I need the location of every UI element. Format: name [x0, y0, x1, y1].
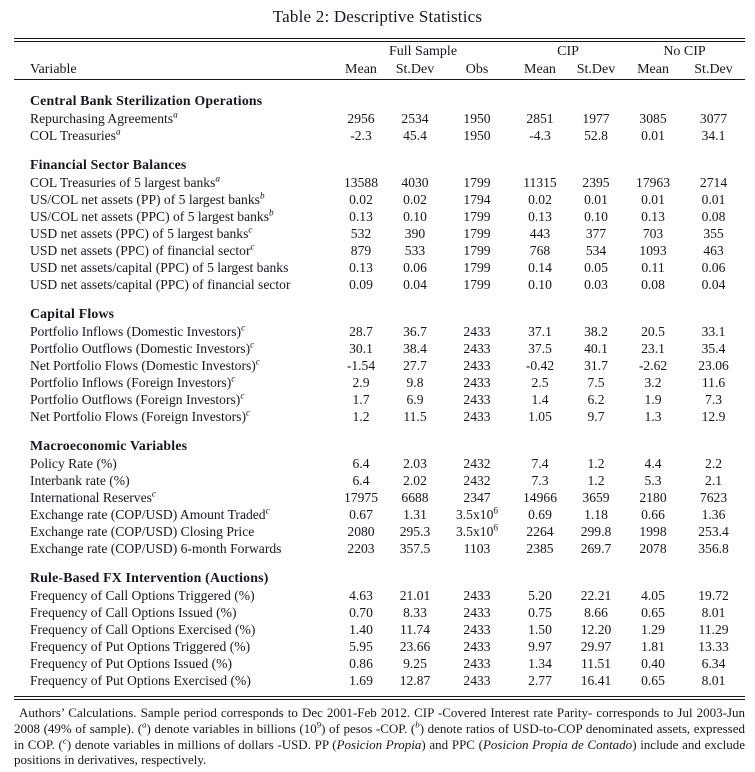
note-segment: b: [415, 719, 420, 730]
note-segment: 9: [316, 719, 322, 730]
value-cell: 30.1: [349, 341, 373, 356]
value-cell: 2078: [639, 541, 667, 556]
value-cell: 7623: [699, 490, 728, 505]
table-row: [14, 540, 745, 557]
value-cell: 0.06: [403, 260, 427, 275]
value-cell: 879: [350, 243, 372, 258]
value-cell: 0.01: [641, 128, 665, 143]
value-cell: 0.65: [641, 605, 665, 620]
table-row: [14, 472, 745, 489]
value-cell: 9.97: [528, 639, 552, 654]
value-cell: 29.97: [580, 639, 612, 654]
note-segment: Posicion Propia de Contado: [482, 736, 633, 752]
value-cell: 2432: [463, 473, 491, 488]
value-cell: 37.5: [528, 341, 552, 356]
value-cell: 2433: [463, 639, 491, 654]
table-row: [14, 276, 745, 293]
value-cell: 2432: [463, 456, 491, 471]
value-cell: 4.05: [641, 588, 665, 603]
value-cell: 2433: [463, 605, 491, 620]
value-cell: 12.87: [399, 673, 431, 688]
value-cell: 0.02: [528, 192, 552, 207]
value-cell: 14966: [523, 490, 557, 505]
value-cell: 2203: [347, 541, 375, 556]
top-double-rule: [14, 38, 745, 42]
value-cell: 23.66: [399, 639, 431, 654]
value-cell: -0.42: [525, 358, 555, 373]
value-cell: 0.40: [641, 656, 665, 671]
variable-label: Exchange rate (COP/USD) Closing Price: [30, 524, 255, 539]
value-cell: -4.3: [529, 128, 551, 143]
value-cell: 17963: [636, 175, 670, 190]
value-cell: 0.11: [641, 260, 665, 275]
value-cell: 1950: [463, 111, 491, 126]
value-cell: 1799: [463, 209, 491, 224]
value-cell: 0.14: [528, 260, 552, 275]
value-cell: 8.66: [584, 605, 608, 620]
value-cell: 45.4: [403, 128, 427, 143]
variable-label: USD net assets (PPC) of financial sector$^c$: [30, 242, 255, 258]
value-cell: $3.5x10^6$: [455, 523, 498, 539]
variable-label: Net Portfolio Flows (Domestic Investors)$^c$: [30, 357, 260, 373]
table-row: [14, 174, 745, 191]
variable-label: US/COL net assets (PP) of 5 largest banks$^b$: [30, 191, 265, 207]
value-cell: 3077: [699, 111, 728, 126]
value-cell: 2264: [526, 524, 554, 539]
value-cell: 7.5: [587, 375, 605, 390]
value-cell: 0.10: [584, 209, 608, 224]
bottom-double-rule: [14, 696, 745, 700]
value-cell: 22.21: [580, 588, 612, 603]
value-cell: 0.10: [403, 209, 427, 224]
value-cell: 38.2: [584, 324, 608, 339]
value-cell: 355: [703, 226, 724, 241]
value-cell: 23.1: [641, 341, 665, 356]
value-cell: 3085: [639, 111, 667, 126]
value-cell: 295.3: [399, 524, 431, 539]
value-cell: 2851: [526, 111, 554, 126]
value-cell: 9.8: [406, 375, 424, 390]
variable-label: Exchange rate (COP/USD) Amount Traded$^c$: [30, 506, 270, 522]
value-cell: 1.36: [701, 507, 726, 522]
variable-label: Frequency of Call Options Triggered (%): [30, 588, 255, 603]
value-cell: 253.4: [698, 524, 729, 539]
table-row: [14, 523, 745, 540]
column-group-row: [14, 43, 745, 60]
value-cell: 2395: [582, 175, 610, 190]
value-cell: 0.75: [528, 605, 552, 620]
value-cell: 2433: [463, 392, 491, 407]
value-cell: 13.33: [698, 639, 729, 654]
variable-label: Net Portfolio Flows (Foreign Investors)$^c$: [30, 408, 251, 424]
value-cell: 6.2: [587, 392, 605, 407]
value-cell: 0.13: [641, 209, 665, 224]
value-cell: 7.4: [531, 456, 549, 471]
value-cell: 533: [404, 243, 426, 258]
value-cell: 4.4: [644, 456, 662, 471]
note-segment: Authors’ Calculations. Sample period corresponds to Dec 2001-Feb 2012. CIP -Covered Interest rate Parity- corresponds to Jul 2003-Jun 2008 (49% of sample). (: [14, 705, 745, 736]
value-cell: 532: [350, 226, 372, 241]
value-cell: 0.02: [349, 192, 373, 207]
value-cell: 1799: [463, 277, 491, 292]
table-head: [14, 43, 745, 80]
variable-label: Interbank rate (%): [30, 473, 130, 488]
table-row: [14, 408, 745, 425]
value-cell: 0.66: [641, 507, 665, 522]
value-cell: 768: [529, 243, 551, 258]
value-cell: 1998: [639, 524, 667, 539]
value-cell: 9.25: [403, 656, 427, 671]
value-cell: 0.01: [701, 192, 726, 207]
value-cell: 1.2: [587, 473, 605, 488]
header-mean-cip: Mean: [512, 60, 568, 80]
value-cell: 40.1: [584, 341, 608, 356]
value-cell: 2385: [526, 541, 554, 556]
header-variable: Variable: [14, 60, 334, 80]
header-obs: Obs: [442, 60, 512, 80]
value-cell: 7.3: [531, 473, 549, 488]
value-cell: 0.09: [349, 277, 373, 292]
section-header-row: [14, 557, 745, 587]
value-cell: 463: [703, 243, 724, 258]
value-cell: 0.13: [349, 209, 373, 224]
group-cip: CIP: [557, 44, 579, 59]
value-cell: 6688: [401, 490, 429, 505]
value-cell: 11315: [523, 175, 557, 190]
section-title: Financial Sector Balances: [30, 157, 187, 172]
variable-label: Frequency of Put Options Issued (%): [30, 656, 232, 671]
value-cell: 2433: [463, 622, 491, 637]
table-row: [14, 242, 745, 259]
value-cell: 0.01: [641, 192, 665, 207]
value-cell: 2956: [347, 111, 375, 126]
table-row: [14, 391, 745, 408]
value-cell: 11.74: [399, 622, 431, 637]
value-cell: 17975: [344, 490, 378, 505]
table-row: [14, 604, 745, 621]
value-cell: 0.04: [403, 277, 427, 292]
table-row: [14, 225, 745, 242]
value-cell: 9.7: [587, 409, 605, 424]
table-row: [14, 621, 745, 638]
variable-label: Frequency of Put Options Exercised (%): [30, 673, 251, 688]
value-cell: 1.2: [352, 409, 370, 424]
value-cell: 2433: [463, 358, 491, 373]
variable-label: Policy Rate (%): [30, 456, 117, 471]
value-cell: 0.03: [584, 277, 608, 292]
value-cell: 16.41: [580, 673, 612, 688]
value-cell: 6.34: [701, 656, 726, 671]
section-title: Central Bank Sterilization Operations: [30, 93, 263, 108]
value-cell: 2433: [463, 375, 491, 390]
section-title: Macroeconomic Variables: [30, 438, 188, 453]
value-cell: 4.63: [349, 588, 373, 603]
value-cell: 3.2: [644, 375, 662, 390]
stats-table: [14, 43, 745, 689]
value-cell: $3.5x10^6$: [455, 506, 498, 522]
value-cell: 703: [642, 226, 664, 241]
value-cell: 0.10: [528, 277, 552, 292]
value-cell: 377: [585, 226, 607, 241]
variable-label: Portfolio Outflows (Domestic Investors)$^c$: [30, 340, 255, 356]
value-cell: 0.06: [701, 260, 726, 275]
value-cell: 1794: [463, 192, 491, 207]
note-segment: a: [142, 719, 147, 730]
value-cell: 1.7: [352, 392, 370, 407]
value-cell: 38.4: [403, 341, 427, 356]
value-cell: 5.3: [644, 473, 662, 488]
value-cell: 1103: [463, 541, 491, 556]
value-cell: 1.50: [528, 622, 552, 637]
variable-label: Frequency of Call Options Exercised (%): [30, 622, 256, 637]
table-row: [14, 110, 745, 127]
section-header-row: [14, 144, 745, 174]
value-cell: 2.9: [352, 375, 370, 390]
value-cell: 1093: [639, 243, 667, 258]
variable-label: USD net assets/capital (PPC) of financial sector: [30, 277, 291, 292]
value-cell: 33.1: [701, 324, 726, 339]
table-row: [14, 323, 745, 340]
variable-label: Frequency of Call Options Issued (%): [30, 605, 237, 620]
value-cell: 0.13: [528, 209, 552, 224]
table-row: [14, 357, 745, 374]
column-header-row: [14, 60, 745, 80]
variable-label: Portfolio Inflows (Foreign Investors)$^c$: [30, 374, 236, 390]
value-cell: 21.01: [399, 588, 431, 603]
group-spacer: [14, 43, 334, 60]
value-cell: 1.81: [641, 639, 665, 654]
value-cell: 2534: [401, 111, 429, 126]
value-cell: 2433: [463, 588, 491, 603]
value-cell: 1799: [463, 243, 491, 258]
value-cell: 0.05: [584, 260, 608, 275]
value-cell: 13588: [344, 175, 378, 190]
value-cell: 1799: [463, 175, 491, 190]
value-cell: 1977: [582, 111, 610, 126]
value-cell: 1.9: [644, 392, 662, 407]
note-segment: ) include and exclude positions in derivatives, respectively.: [14, 736, 745, 768]
value-cell: 1.29: [641, 622, 665, 637]
value-cell: 34.1: [701, 128, 726, 143]
table-row: [14, 638, 745, 655]
value-cell: 8.33: [403, 605, 427, 620]
value-cell: 1.31: [403, 507, 427, 522]
value-cell: 0.08: [701, 209, 726, 224]
value-cell: 11.51: [580, 656, 612, 671]
section-header-row: [14, 80, 745, 111]
variable-label: Exchange rate (COP/USD) 6-month Forwards: [30, 541, 282, 556]
value-cell: 28.7: [349, 324, 373, 339]
value-cell: 19.72: [698, 588, 729, 603]
value-cell: 2.03: [403, 456, 427, 471]
value-cell: 1.2: [587, 456, 605, 471]
value-cell: 11.29: [698, 622, 729, 637]
value-cell: 6.9: [406, 392, 424, 407]
value-cell: 0.70: [349, 605, 373, 620]
table-row: [14, 455, 745, 472]
value-cell: 0.65: [641, 673, 665, 688]
value-cell: 2.02: [403, 473, 427, 488]
value-cell: 269.7: [580, 541, 612, 556]
value-cell: 390: [404, 226, 426, 241]
value-cell: 6.4: [352, 473, 370, 488]
value-cell: 23.06: [698, 358, 729, 373]
value-cell: -2.3: [350, 128, 372, 143]
value-cell: -1.54: [346, 358, 376, 373]
value-cell: 35.4: [701, 341, 726, 356]
value-cell: 534: [585, 243, 607, 258]
value-cell: -2.62: [638, 358, 668, 373]
table-row: [14, 655, 745, 672]
value-cell: 2.1: [705, 473, 723, 488]
value-cell: 1.69: [349, 673, 373, 688]
value-cell: 11.6: [701, 375, 726, 390]
variable-label: International Reserves$^c$: [30, 489, 157, 505]
value-cell: 0.69: [528, 507, 552, 522]
value-cell: 0.08: [641, 277, 665, 292]
table-row: [14, 259, 745, 276]
value-cell: 1799: [463, 226, 491, 241]
header-mean-full: Mean: [334, 60, 388, 80]
variable-label: Portfolio Outflows (Foreign Investors)$^c$: [30, 391, 245, 407]
value-cell: 5.95: [349, 639, 373, 654]
table-caption: Table 2: Descriptive Statistics: [272, 7, 483, 26]
group-no-cip: No CIP: [663, 44, 706, 59]
value-cell: 2.77: [528, 673, 552, 688]
note-segment: ) of pesos -COP. (: [321, 720, 416, 736]
value-cell: 2.5: [531, 375, 549, 390]
header-stdev-nocip: St.Dev: [682, 60, 745, 80]
value-cell: 1.40: [349, 622, 373, 637]
value-cell: 299.8: [580, 524, 612, 539]
variable-label: USD net assets/capital (PPC) of 5 largest banks: [30, 260, 289, 275]
table-row: [14, 374, 745, 391]
value-cell: 443: [529, 226, 551, 241]
value-cell: 11.5: [403, 409, 427, 424]
variable-label: US/COL net assets (PPC) of 5 largest banks$^b$: [30, 208, 274, 224]
variable-label: Frequency of Put Options Triggered (%): [30, 639, 251, 654]
value-cell: 8.01: [701, 605, 726, 620]
value-cell: 0.13: [349, 260, 373, 275]
value-cell: 2433: [463, 673, 491, 688]
value-cell: 27.7: [403, 358, 427, 373]
table-row: [14, 340, 745, 357]
value-cell: 0.02: [403, 192, 427, 207]
value-cell: 12.20: [580, 622, 612, 637]
value-cell: 12.9: [701, 409, 726, 424]
value-cell: 31.7: [584, 358, 608, 373]
table-row: [14, 672, 745, 689]
value-cell: 1950: [463, 128, 491, 143]
value-cell: 52.8: [584, 128, 608, 143]
table-row: [14, 587, 745, 604]
value-cell: 37.1: [528, 324, 552, 339]
value-cell: 1.3: [644, 409, 662, 424]
section-header-row: [14, 293, 745, 323]
value-cell: 2347: [463, 490, 491, 505]
header-mean-nocip: Mean: [624, 60, 682, 80]
table-body: [14, 80, 745, 690]
value-cell: 2433: [463, 656, 491, 671]
section-title: Capital Flows: [30, 306, 115, 321]
value-cell: 7.3: [705, 392, 723, 407]
note-segment: Posicion Propia: [336, 736, 422, 752]
note-segment: ) and PPC (: [421, 736, 483, 752]
section-title: Rule-Based FX Intervention (Auctions): [30, 570, 269, 585]
table-row: [14, 208, 745, 225]
value-cell: 4030: [401, 175, 429, 190]
value-cell: 6.4: [352, 456, 370, 471]
value-cell: 0.04: [701, 277, 726, 292]
table-row: [14, 191, 745, 208]
value-cell: 1.4: [531, 392, 549, 407]
value-cell: 1.18: [584, 507, 608, 522]
note-segment: ) denote variables in billions (10: [146, 720, 317, 736]
value-cell: 357.5: [399, 541, 431, 556]
header-stdev-cip: St.Dev: [568, 60, 624, 80]
value-cell: 2180: [639, 490, 667, 505]
variable-label: Repurchasing Agreements$^a$: [30, 110, 178, 126]
value-cell: 356.8: [698, 541, 729, 556]
table-row: [14, 506, 745, 523]
value-cell: 0.67: [349, 507, 373, 522]
variable-label: COL Treasuries of 5 largest banks$^a$: [30, 174, 221, 190]
value-cell: 3659: [582, 490, 610, 505]
note-segment: ) denote variables in millions of dollars -USD. PP (: [66, 736, 337, 752]
value-cell: 1.05: [528, 409, 552, 424]
value-cell: 0.86: [349, 656, 373, 671]
value-cell: 2.2: [705, 456, 723, 471]
value-cell: 20.5: [641, 324, 665, 339]
group-full-sample: Full Sample: [388, 44, 458, 59]
section-header-row: [14, 425, 745, 455]
table-row: [14, 489, 745, 506]
value-cell: 36.7: [403, 324, 427, 339]
variable-label: COL Treasuries$^a$: [30, 127, 121, 143]
value-cell: 2433: [463, 341, 491, 356]
note-segment: c: [62, 735, 67, 746]
table-row: [14, 127, 745, 144]
table-notes: [14, 705, 745, 768]
value-cell: 1.34: [528, 656, 552, 671]
value-cell: 5.20: [528, 588, 552, 603]
value-cell: 1799: [463, 260, 491, 275]
header-stdev-full: St.Dev: [388, 60, 442, 80]
stats-table-container: [14, 38, 745, 768]
variable-label: Portfolio Inflows (Domestic Investors)$^c$: [30, 323, 246, 339]
value-cell: 2714: [699, 175, 728, 190]
value-cell: 8.01: [701, 673, 726, 688]
value-cell: 2433: [463, 409, 491, 424]
value-cell: 2080: [347, 524, 375, 539]
value-cell: 2433: [463, 324, 491, 339]
value-cell: 0.01: [584, 192, 608, 207]
note-segment: ) denote ratios of USD-to-COP denominated assets, expressed in COP. (: [14, 720, 745, 752]
variable-label: USD net assets (PPC) of 5 largest banks$^c$: [30, 225, 253, 241]
